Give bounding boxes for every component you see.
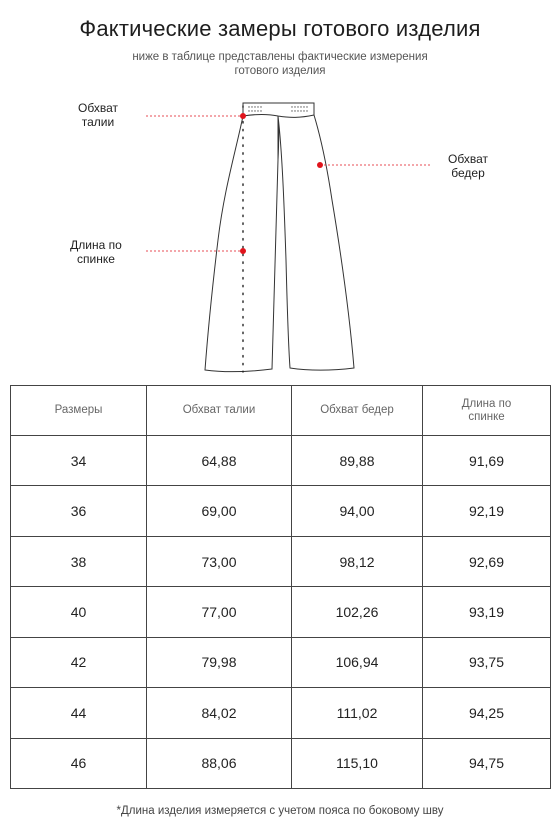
cell-size: 44 [11, 688, 147, 738]
header-hip-label: Обхват бедер [320, 404, 394, 416]
cell-hip: 89,88 [292, 436, 423, 486]
footnote: *Длина изделия измеряется с учетом пояса по боковому шву [116, 805, 444, 817]
cell-waist: 77,00 [147, 587, 292, 637]
cell-size: 46 [11, 738, 147, 788]
table-row [11, 637, 551, 687]
hip-label: Обхват бедер [448, 152, 488, 180]
length-label: Длина по спинке [70, 238, 122, 266]
table-header-row [11, 386, 551, 436]
waist-label: Обхват талии [78, 101, 118, 129]
hip-marker [317, 162, 323, 168]
header-waist [147, 386, 292, 436]
length-marker [240, 248, 246, 254]
table-row [11, 587, 551, 637]
cell-hip: 115,10 [292, 738, 423, 788]
table-row [11, 436, 551, 486]
header-hip [292, 386, 423, 436]
cell-length: 92,69 [423, 536, 551, 586]
header-length [423, 386, 551, 436]
cell-size: 34 [11, 436, 147, 486]
cell-hip: 94,00 [292, 486, 423, 536]
table-row [11, 688, 551, 738]
cell-waist: 69,00 [147, 486, 292, 536]
cell-size: 40 [11, 587, 147, 637]
cell-hip: 98,12 [292, 536, 423, 586]
cell-waist: 88,06 [147, 738, 292, 788]
cell-length: 91,69 [423, 436, 551, 486]
cell-size: 36 [11, 486, 147, 536]
pants-diagram [0, 0, 560, 380]
cell-hip: 102,26 [292, 587, 423, 637]
header-size-label: Размеры [54, 404, 103, 416]
cell-size: 38 [11, 536, 147, 586]
header-length-label: Длина по спинке [461, 397, 512, 423]
header-waist-label: Обхват талии [182, 404, 256, 416]
page-title: Фактические замеры готового изделия [79, 16, 481, 41]
waist-marker [240, 113, 246, 119]
cell-length: 94,25 [423, 688, 551, 738]
cell-waist: 64,88 [147, 436, 292, 486]
table-row [11, 536, 551, 586]
table-row [11, 486, 551, 536]
size-table [10, 385, 551, 789]
waistband [243, 103, 314, 117]
cell-length: 93,75 [423, 637, 551, 687]
cell-hip: 106,94 [292, 637, 423, 687]
page-subtitle: ниже в таблице представлены фактические измерения готового изделия [132, 51, 428, 77]
cell-waist: 79,98 [147, 637, 292, 687]
size-table-container [10, 385, 550, 789]
table-row [11, 738, 551, 788]
waistband-stitching [248, 106, 307, 111]
cell-waist: 73,00 [147, 536, 292, 586]
header-size [11, 386, 147, 436]
cell-length: 94,75 [423, 738, 551, 788]
cell-length: 92,19 [423, 486, 551, 536]
cell-waist: 84,02 [147, 688, 292, 738]
cell-length: 93,19 [423, 587, 551, 637]
pants-outline [205, 115, 354, 372]
cell-size: 42 [11, 637, 147, 687]
cell-hip: 111,02 [292, 688, 423, 738]
